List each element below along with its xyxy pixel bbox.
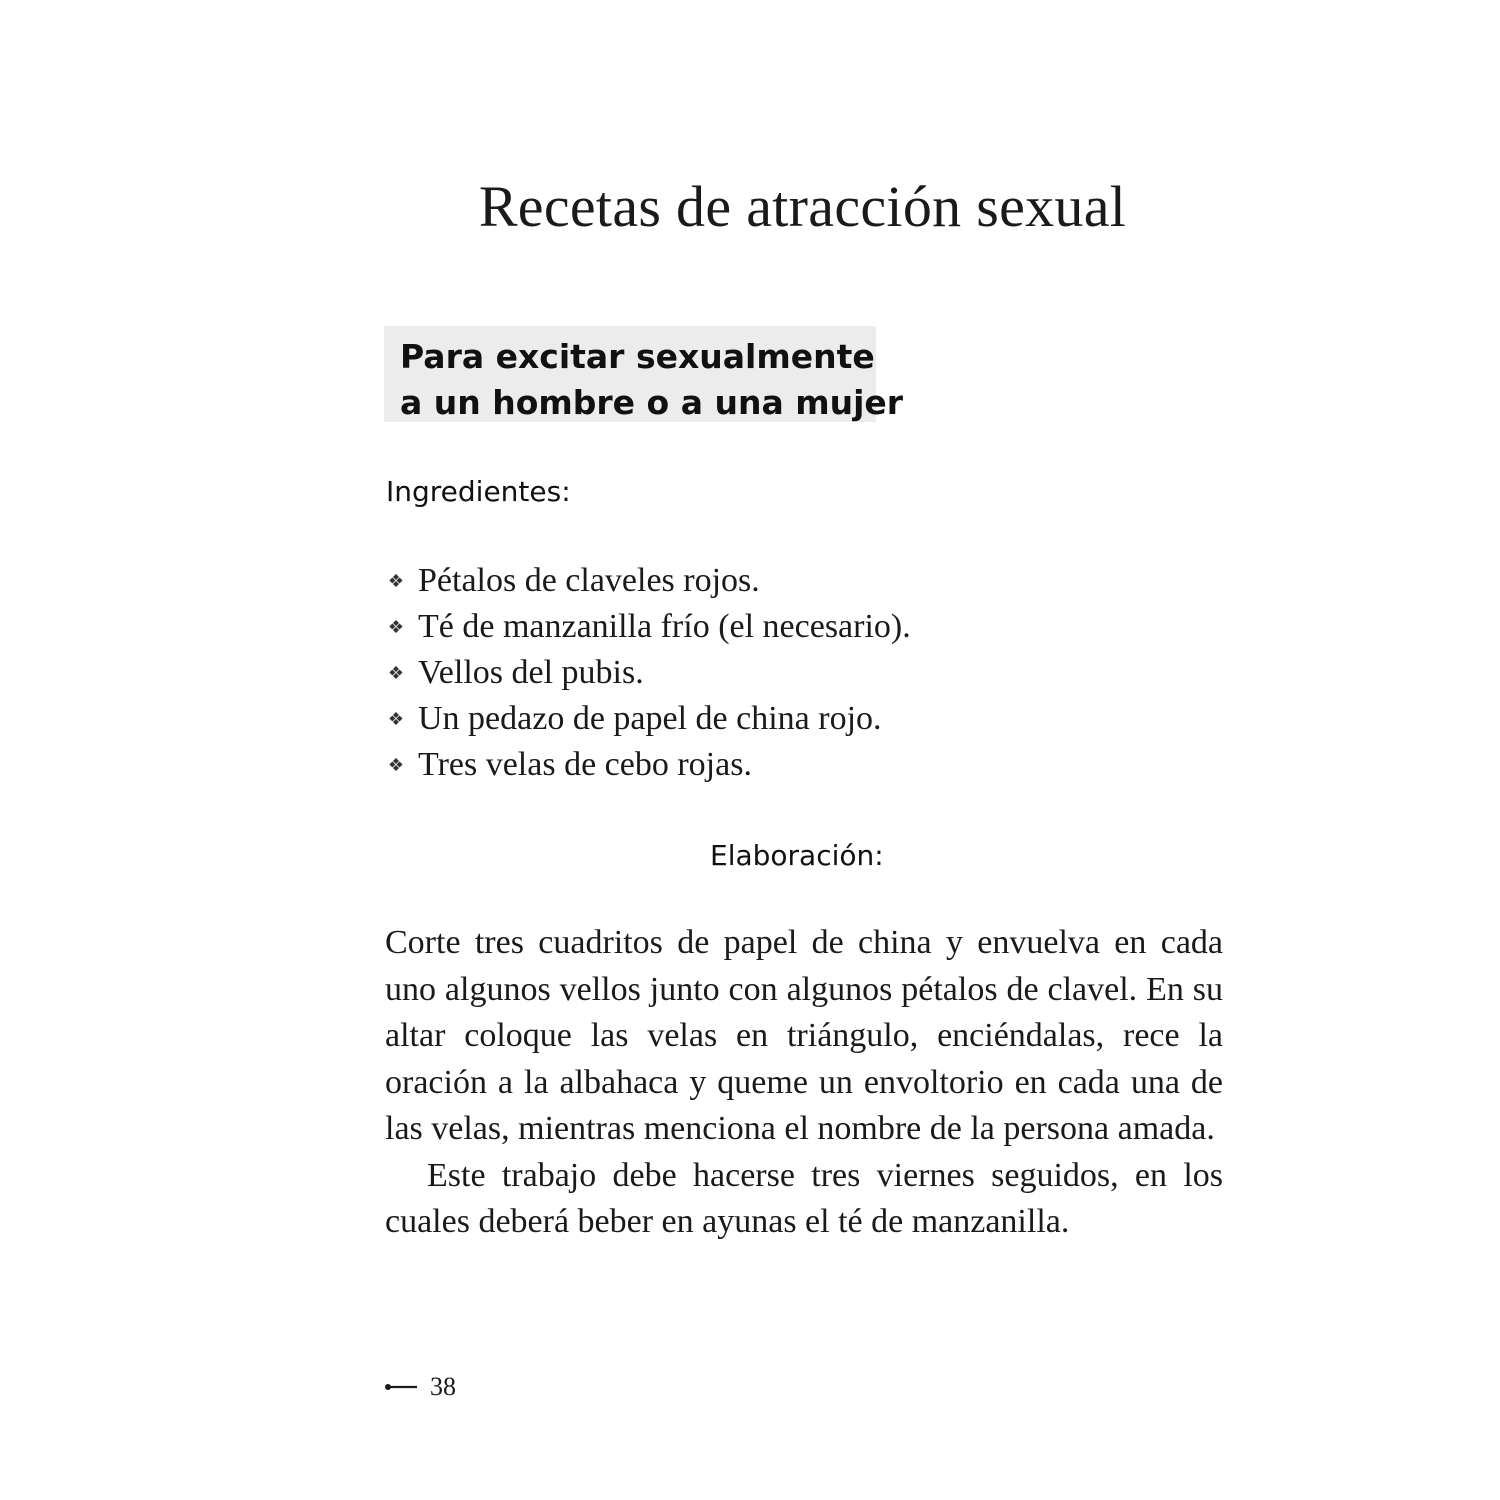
ingredients-label: Ingredientes:: [386, 475, 571, 508]
elaboration-body: [385, 920, 1223, 1246]
diamond-bullet-icon: ❖: [387, 755, 405, 775]
recipe-heading-line-1: Para excitar sexualmente: [400, 337, 875, 376]
ingredient-text: Un pedazo de papel de china rojo.: [418, 700, 882, 737]
list-item: [384, 696, 911, 742]
ingredients-list: [384, 558, 911, 788]
ingredient-text: Té de manzanilla frío (el necesario).: [418, 608, 911, 645]
list-item: [384, 604, 911, 650]
elaboration-paragraph-2: Este trabajo debe hacerse tres viernes seguidos, en los cuales deberá beber en ayunas el té de manzanilla.: [385, 1156, 1223, 1240]
ingredient-text: Vellos del pubis.: [418, 654, 644, 691]
list-item: [384, 650, 911, 696]
page-title: Recetas de atracción sexual: [478, 174, 1127, 239]
ingredient-text: Pétalos de claveles rojos.: [418, 562, 760, 599]
page-footer: [384, 1372, 456, 1402]
arrow-ornament-icon: [384, 1382, 418, 1392]
diamond-bullet-icon: ❖: [387, 617, 405, 637]
recipe-heading: [384, 326, 904, 422]
recipe-heading-line-2: a un hombre o a una mujer: [400, 383, 904, 422]
list-item: [384, 742, 911, 788]
elaboration-paragraph-1: Corte tres cuadritos de papel de china y envuelva en cada uno algunos vellos junto con algunos pétalos de clavel. En su altar coloque las velas en triángulo, enciéndalas, rece la oración a la albahaca y queme un envoltorio en cada una de las velas, mientras menciona el nombre de la persona amada.: [385, 924, 1223, 1147]
diamond-bullet-icon: ❖: [387, 571, 405, 591]
diamond-bullet-icon: ❖: [387, 663, 405, 683]
ingredient-text: Tres velas de cebo rojas.: [418, 746, 752, 783]
diamond-bullet-icon: ❖: [387, 709, 405, 729]
list-item: [384, 558, 911, 604]
elaboration-label: Elaboración:: [710, 839, 884, 872]
page-number: 38: [430, 1372, 456, 1401]
